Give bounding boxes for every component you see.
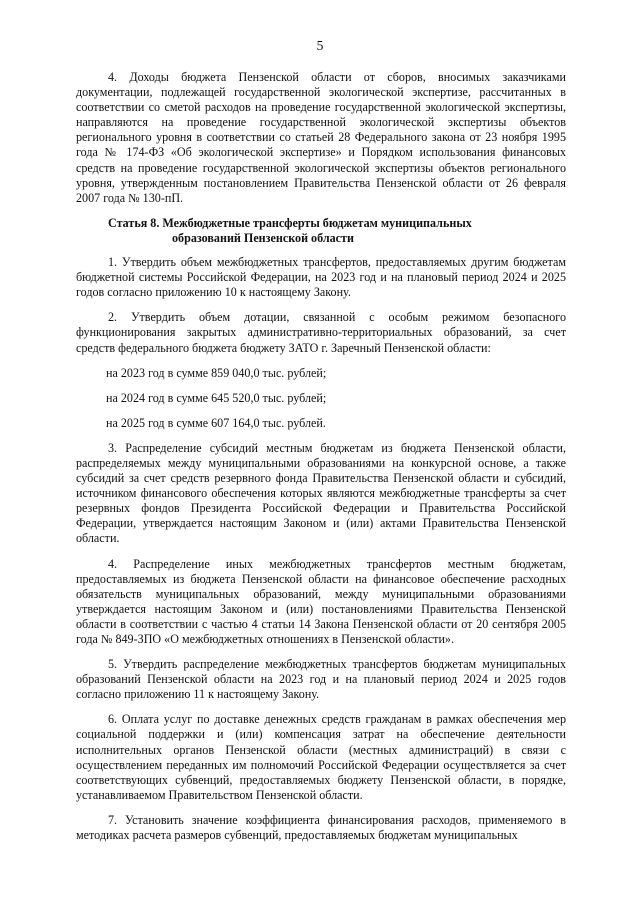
paragraph-5-distribution: 5. Утвердить распределение межбюджетных трансфертов бюджетам муниципальных образований Пензенской области на 2023 год и на плановый период 2024 и 2025 годов согласно приложению 11 к настоящему Закону.	[76, 657, 566, 702]
paragraph-1-transfers: 1. Утвердить объем межбюджетных трансфертов, предоставляемых другим бюджетам бюджетной системы Российской Федерации, на 2023 год и на плановый период 2024 и 2025 годов согласно приложению 10 к настоящему Закону.	[76, 255, 566, 300]
sum-2024: на 2024 год в сумме 645 520,0 тыс. рублей;	[106, 390, 327, 405]
paragraph-7-coefficient: 7. Установить значение коэффициента финансирования расходов, применяемого в методиках расчета размеров субвенций, предоставляемых бюджетам муниципальных	[76, 812, 566, 843]
article-title-line-1: Статья 8. Межбюджетные трансферты бюджетам муниципальных	[108, 215, 472, 230]
paragraph-6-delivery-payment: 6. Оплата услуг по доставке денежных средств гражданам в рамках обеспечения мер социальной поддержки и (или) компенсация затрат на обеспечение деятельности исполнительных органов Пензенской области (местных администраций) в связи с осуществлением переданных им полномочий Российской Федерации осуществляется за счет соответствующих субвенций, предоставляемых бюджету Пензенской области, в порядке, устанавливаемом Правительством Пензенской области.	[76, 712, 566, 802]
paragraph-3-subsidies: 3. Распределение субсидий местным бюджетам из бюджета Пензенской области, распределяемых между муниципальными образованиями на конкурсной основе, а также субсидий за счет средств резервного фонда Правительства Пензенской области и субсидий, источником финансового обеспечения которых являются межбюджетные трансферты за счет резервных фондов Президента Российской Федерации и Правительства Российской Федерации, утверждается настоящим Законом и (или) актами Правительства Пензенской области.	[76, 440, 566, 546]
article-8-heading	[76, 216, 566, 246]
sum-2025: на 2025 год в сумме 607 164,0 тыс. рублей.	[106, 415, 326, 430]
document-body	[76, 70, 566, 853]
paragraph-4-revenues: 4. Доходы бюджета Пензенской области от сборов, вносимых заказчиками документации, подлежащей государственной экологической экспертизе, рассчитанных в соответствии со сметой расходов на проведение государственной экологической экспертизы, направляются на проведение государственной экологической экспертизы объектов регионального уровня в соответствии со статьей 28 Федерального закона от 23 ноября 1995 года № 174-ФЗ «Об экологической экспертизе» и Порядком использования финансовых средств на проведение государственной экологической экспертизы объектов регионального уровня, утвержденным постановлением Правительства Пензенской области от 26 февраля 2007 года № 130-пП.	[76, 70, 566, 205]
paragraph-2-subsidy: 2. Утвердить объем дотации, связанной с особым режимом безопасного функционирования закрытых административно-территориальных образований, за счет средств федерального бюджета бюджету ЗАТО г. Заречный Пензенской области:	[76, 310, 566, 355]
sum-2023: на 2023 год в сумме 859 040,0 тыс. рублей;	[106, 365, 327, 380]
page-number: 5	[316, 38, 324, 53]
article-title-line-2: образований Пензенской области	[172, 230, 354, 245]
paragraph-4-other-transfers: 4. Распределение иных межбюджетных трансфертов местным бюджетам, предоставляемых из бюджета Пензенской области на финансовое обеспечение расходных обязательств муниципальных образований, между муниципальными образованиями утверждается настоящим Законом и (или) постановлениями Правительства Пензенской области в соответствии с частью 4 статьи 14 Закона Пензенской области от 20 сентября 2005 года № 849-ЗПО «О межбюджетных отношениях в Пензенской области».	[76, 556, 566, 646]
